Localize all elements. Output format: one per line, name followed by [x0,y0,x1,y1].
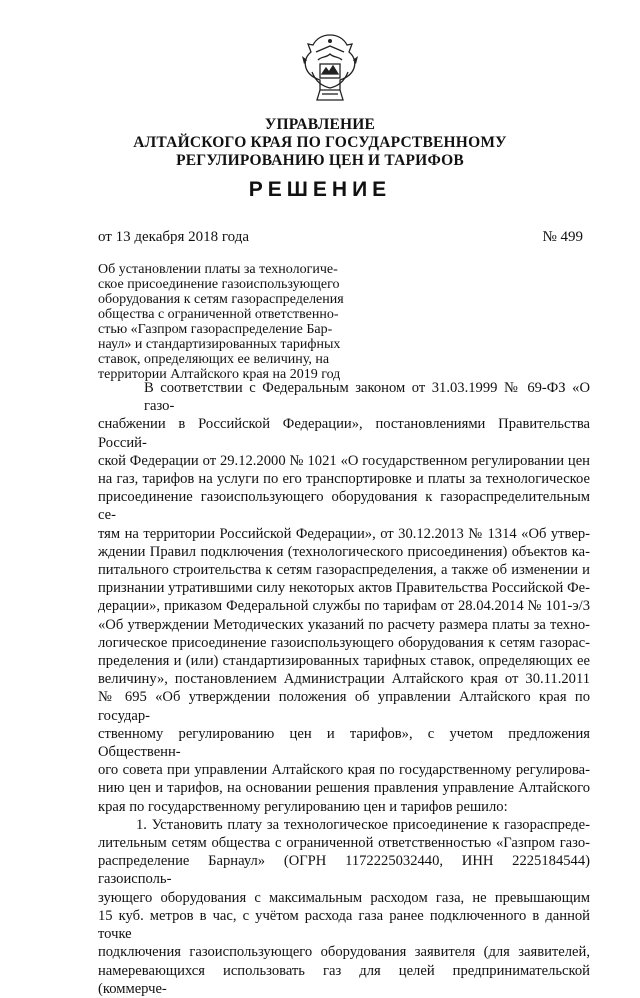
document-date: от 13 декабря 2018 года [98,229,250,245]
body-line: В соответствии с Федеральным законом от 31.03.1999 № 69-ФЗ «О газо- [144,380,590,415]
body-line: ждении Правил подключения (технологического присоединения) объектов ка- [98,543,590,560]
body-line: питального строительства к сетям газораспределения, а также об изменении и [98,562,590,579]
subject-line: стью «Газпром газораспределение Бар- [98,322,333,337]
body-line: нию цен и тарифов, на основании решения правления управление Алтайского [98,780,590,797]
body-line: 1. Установить плату за технологическое присоединение к газораспреде- [136,816,590,833]
body-line: зующего оборудования с максимальным расходом газа, не превышающим [98,889,590,906]
body-line: присоединение газоиспользующего оборудования к газораспределительным се- [98,489,590,524]
subject-line: общества с ограниченной ответственно- [98,307,339,322]
body-line: дерации», приказом Федеральной службы по тарифам от 28.04.2014 № 101-э/3 [98,598,590,615]
body-line: распределение Барнаул» (ОГРН 1172225032440, ИНН 2225184544) газоисполь- [98,853,590,888]
subject-line: оборудования к сетям газораспределения [98,292,344,307]
document-body [98,379,590,998]
org-name-line-2: АЛТАЙСКОГО КРАЯ ПО ГОСУДАРСТВЕННОМУ [133,134,507,151]
body-line: «Об утверждении Методических указаний по расчету размера платы за техно- [98,616,590,633]
body-line: тям на территории Российской Федерации», от 30.12.2013 № 1314 «Об утвер- [98,525,590,542]
body-line: ственному регулированию цен и тарифов», с учетом предложения Общественн- [98,725,590,761]
body-line: величину», постановлением Администрации Алтайского края от 30.11.2011 [98,671,590,688]
body-line: № 695 «Об утверждении положения об управлении Алтайского края по государ- [98,689,590,724]
document-title: РЕШЕНИЕ [248,178,392,201]
body-line: 15 куб. метров в час, с учётом расхода газа ранее подключенного в данной точке [98,907,590,943]
subject-line: ставок, определяющих ее величину, на [98,352,330,367]
subject-line: Об установлении платы за технологиче- [98,262,338,277]
coat-of-arms-icon [298,30,362,106]
body-line: снабжении в Российской Федерации», постановлениями Правительства Россий- [98,416,590,451]
document-number: № 499 [542,229,583,245]
body-line: пределения и (или) стандартизированных тарифных ставок, определяющих ее [98,653,590,670]
body-line: подключения газоиспользующего оборудования заявителя (для заявителей, [98,944,590,961]
body-line: лительным сетям общества с ограниченной ответственностью «Газпром газо- [98,835,590,852]
body-line: логическое присоединение газоиспользующего оборудования к сетям газорас- [98,634,590,651]
subject-line: ское присоединение газоиспользующего [98,277,340,292]
body-line: намеревающихся использовать газ для целей предпринимательской (коммерче- [98,962,590,997]
body-line: на газ, тарифов на услуги по его транспортировке и платы за технологическое [98,471,590,488]
org-name-line-1: УПРАВЛЕНИЕ [264,116,376,133]
body-line: признании утратившими силу некоторых актов Правительства Российской Фе- [98,580,590,597]
document-subject [98,262,358,382]
body-line: ого совета при управлении Алтайского края по государственному регулирова- [98,762,590,779]
body-line: ской Федерации от 29.12.2000 № 1021 «О государственном регулировании цен [98,452,590,469]
subject-line: наул» и стандартизированных тарифных [98,337,341,352]
body-line: края по государственному регулированию цен и тарифов решило: [98,798,508,815]
org-name-line-3: РЕГУЛИРОВАНИЮ ЦЕН И ТАРИФОВ [176,152,464,169]
subject-line: территории Алтайского края на 2019 год [98,367,341,382]
